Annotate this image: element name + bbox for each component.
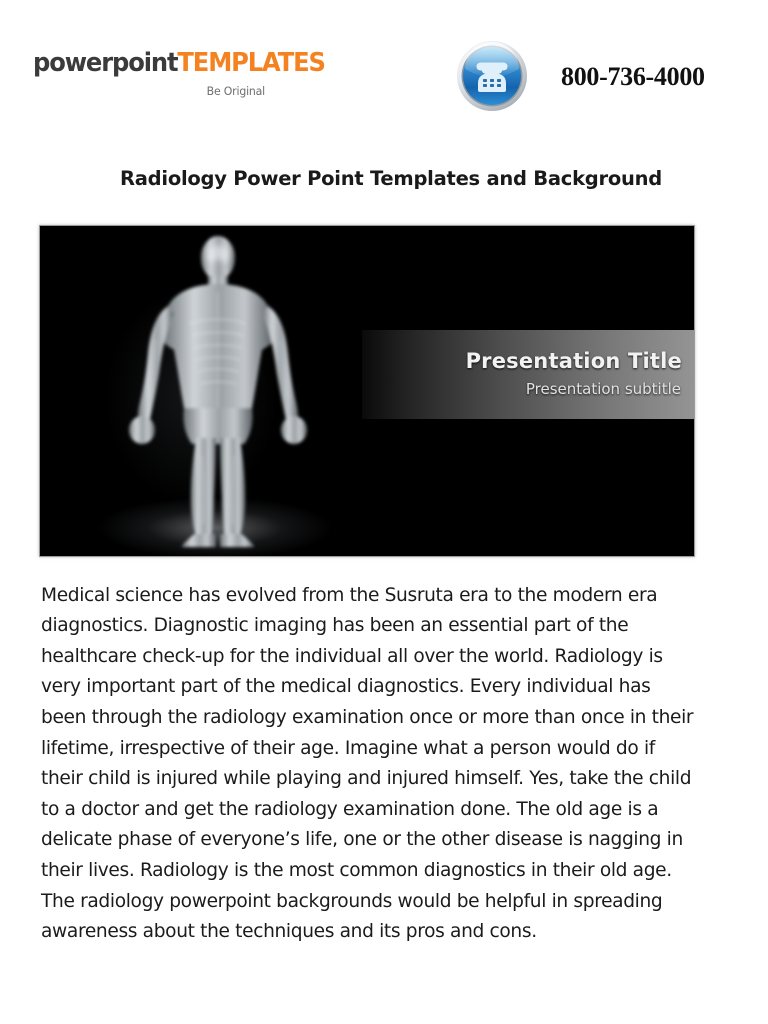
article-body-text: Medical science has evolved from the Susruta era to the modern era diagnostics. Diagnostic imaging has been an essential part of the healthcare check-up for the individual all over the world. Radiology is very important part of the medical diagnostics. Every individual has been through the radiology examination once or more than once in their lifetime, irrespective of their age. Imagine what a person would do if their child is injured while playing and injured himself. Yes, take the child to a doctor and get the radiology examination done. The old age is a delicate phase of everyone’s life, one or the other disease is nagging in their lives. Radiology is the most common diagnostics in their old age. The radiology powerpoint backgrounds would be helpful in spreading awareness about the techniques and its pros and cons. bbox=[41, 584, 694, 943]
slide-band-subtitle: Presentation subtitle bbox=[525, 380, 681, 398]
slide-title-band bbox=[362, 330, 694, 419]
logo-word-powerpoint: powerpoint bbox=[33, 48, 178, 78]
phone-number: 800-736-4000 bbox=[561, 62, 705, 91]
slide-band-title: Presentation Title bbox=[465, 349, 682, 373]
page-title: Radiology Power Point Templates and Background bbox=[120, 167, 662, 191]
site-logo[interactable] bbox=[33, 48, 325, 106]
logo-tagline: Be Original bbox=[206, 84, 265, 98]
slide-preview-image[interactable] bbox=[40, 226, 694, 556]
xray-human-figure-icon bbox=[98, 232, 338, 552]
page-header bbox=[0, 0, 768, 130]
logo-wordmark bbox=[33, 48, 325, 78]
logo-word-templates: TEMPLATES bbox=[177, 48, 325, 78]
telephone-icon[interactable] bbox=[455, 39, 529, 113]
